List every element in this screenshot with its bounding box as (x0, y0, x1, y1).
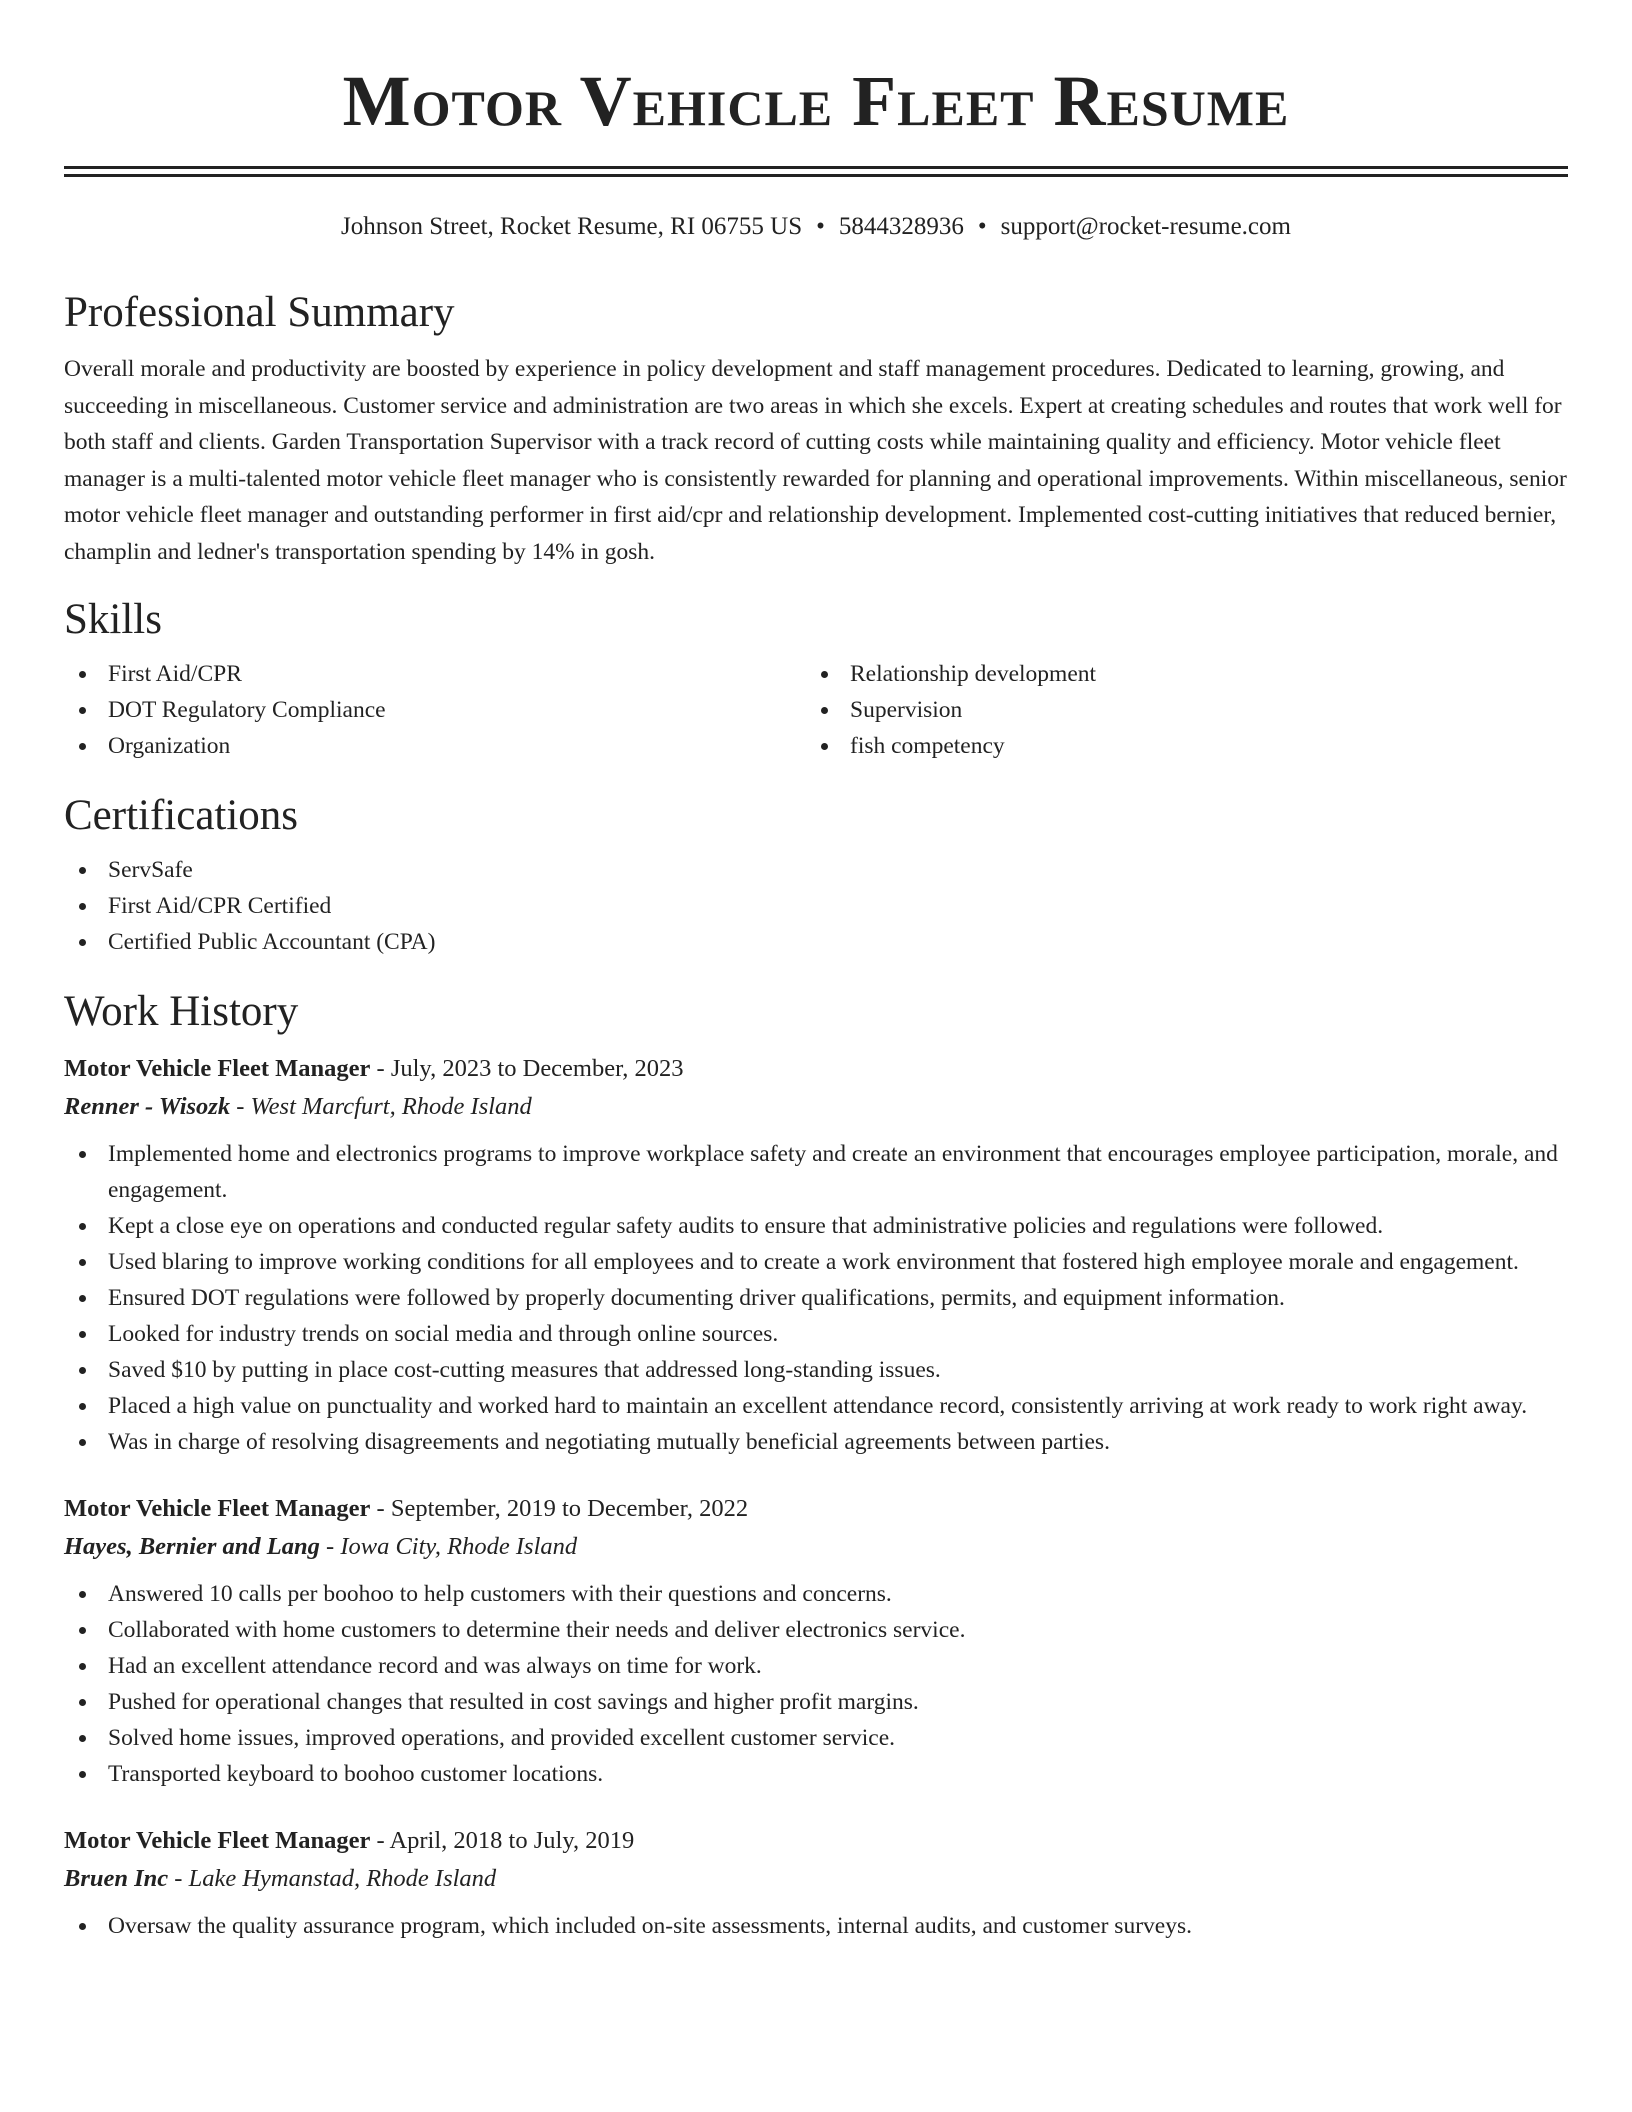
job-company-line (64, 1088, 1568, 1126)
certification-item: ServSafe (64, 852, 1568, 888)
job-title-line (64, 1050, 1568, 1088)
job-company-line (64, 1528, 1568, 1566)
contact-separator: • (977, 213, 987, 240)
job-duties (64, 1908, 1568, 1944)
job-title: Motor Vehicle Fleet Manager (64, 1827, 371, 1854)
contact-address: Johnson Street, Rocket Resume, RI 06755 US (341, 213, 803, 240)
skills-heading: Skills (64, 596, 162, 643)
resume-title: Motor Vehicle Fleet Resume (342, 61, 1290, 141)
duty-item: Ensured DOT regulations were followed by properly documenting driver qualifications, permits, and equipment information. (64, 1280, 1568, 1316)
certification-item: First Aid/CPR Certified (64, 888, 1568, 924)
duty-item: Placed a high value on punctuality and worked hard to maintain an excellent attendance record, consistently arriving at work ready to work right away. (64, 1388, 1568, 1424)
job-entry (64, 1490, 1568, 1792)
certifications-list (64, 852, 1568, 960)
duty-item: Kept a close eye on operations and conducted regular safety audits to ensure that administrative policies and regulations were followed. (64, 1208, 1568, 1244)
job-duties (64, 1576, 1568, 1792)
job-entry (64, 1050, 1568, 1460)
contact-phone: 5844328936 (838, 213, 964, 240)
job-dates: July, 2023 to December, 2023 (390, 1055, 684, 1082)
job-title: Motor Vehicle Fleet Manager (64, 1495, 371, 1522)
duty-item: Used blaring to improve working conditions for all employees and to create a work environment that fostered high employee morale and engagement. (64, 1244, 1568, 1280)
skill-item: DOT Regulatory Compliance (64, 692, 806, 728)
job-location: Lake Hymanstad, Rhode Island (188, 1865, 497, 1892)
certification-item: Certified Public Accountant (CPA) (64, 924, 1568, 960)
duty-item: Implemented home and electronics programs to improve workplace safety and create an environment that encourages employee participation, morale, and engagement. (64, 1136, 1568, 1208)
job-title: Motor Vehicle Fleet Manager (64, 1055, 371, 1082)
job-company: Renner - Wisozk (64, 1093, 231, 1120)
duty-item: Transported keyboard to boohoo customer locations. (64, 1756, 1568, 1792)
contact-separator: • (816, 213, 825, 240)
job-dash: - (370, 1827, 390, 1854)
job-duties (64, 1136, 1568, 1460)
duty-item: Oversaw the quality assurance program, which included on-site assessments, internal audits, and customer surveys. (64, 1908, 1568, 1944)
job-dash: - (370, 1495, 391, 1522)
skill-item: fish competency (806, 728, 1548, 764)
job-company: Hayes, Bernier and Lang (64, 1533, 320, 1560)
title-rule-bottom (64, 174, 1568, 177)
duty-item: Looked for industry trends on social media and through online sources. (64, 1316, 1568, 1352)
job-title-line (64, 1822, 1568, 1860)
skills-list-left (64, 656, 806, 764)
job-dash: - (230, 1093, 251, 1120)
summary-text: Overall morale and productivity are boosted by experience in policy development and staff management procedures. Dedicated to learning, growing, and succeeding in miscellaneous. Customer service and administration are two areas in which she excels. Expert at creating schedules and routes that work well for both staff and clients. Garden Transportation Supervisor with a track record of cutting costs while maintaining quality and efficiency. Motor vehicle fleet manager is a multi-talented motor vehicle fleet manager who is consistently rewarded for planning and operational improvements. Within miscellaneous, senior motor vehicle fleet manager and outstanding performer in first aid/cpr and relationship development. Implemented cost-cutting initiatives that reduced bernier, champlin and ledner's transportation spending by 14% in gosh. (64, 356, 1567, 565)
job-company-line (64, 1860, 1568, 1898)
duty-item: Answered 10 calls per boohoo to help customers with their questions and concerns. (64, 1576, 1568, 1612)
skill-item: Relationship development (806, 656, 1548, 692)
job-dates: September, 2019 to December, 2022 (390, 1495, 749, 1522)
duty-item: Collaborated with home customers to determine their needs and deliver electronics service. (64, 1612, 1568, 1648)
job-dash: - (370, 1055, 391, 1082)
summary-heading: Professional Summary (64, 289, 455, 336)
skill-item: Supervision (806, 692, 1548, 728)
job-location: West Marcfurt, Rhode Island (250, 1093, 532, 1120)
job-dash: - (168, 1865, 189, 1892)
skills-list-right (806, 656, 1548, 764)
job-entry (64, 1822, 1568, 1944)
job-dates: April, 2018 to July, 2019 (389, 1827, 635, 1854)
job-dash: - (319, 1533, 341, 1560)
skills-columns (64, 656, 1568, 764)
skill-item: First Aid/CPR (64, 656, 806, 692)
work-history-heading: Work History (64, 988, 299, 1035)
duty-item: Saved $10 by putting in place cost-cutting measures that addressed long-standing issues. (64, 1352, 1568, 1388)
job-title-line (64, 1490, 1568, 1528)
contact-line (64, 211, 1568, 243)
duty-item: Solved home issues, improved operations, and provided excellent customer service. (64, 1720, 1568, 1756)
job-company: Bruen Inc (64, 1865, 169, 1892)
duty-item: Had an excellent attendance record and was always on time for work. (64, 1648, 1568, 1684)
job-location: Iowa City, Rhode Island (340, 1533, 578, 1560)
certifications-heading: Certifications (64, 792, 299, 839)
duty-item: Was in charge of resolving disagreements and negotiating mutually beneficial agreements between parties. (64, 1424, 1568, 1460)
duty-item: Pushed for operational changes that resulted in cost savings and higher profit margins. (64, 1684, 1568, 1720)
contact-email: support@rocket-resume.com (1000, 213, 1291, 240)
skill-item: Organization (64, 728, 806, 764)
